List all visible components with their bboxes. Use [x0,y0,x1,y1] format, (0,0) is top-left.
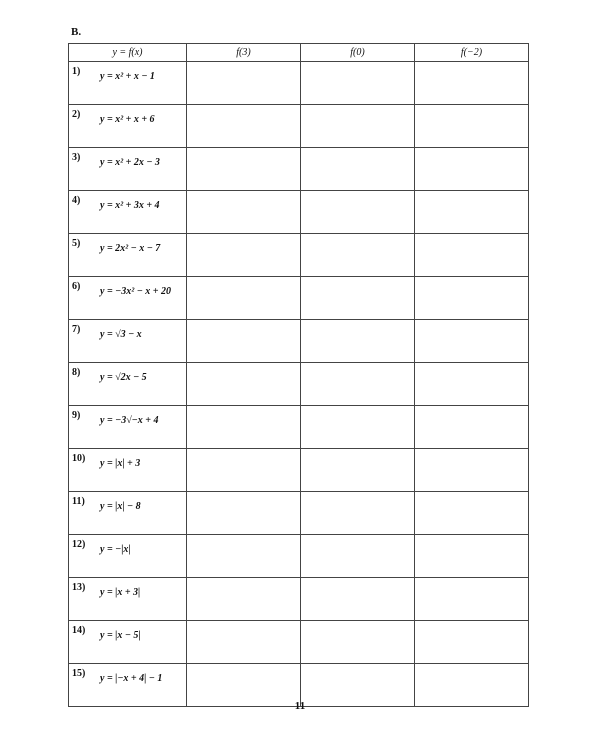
answer-cell-f-of-0[interactable] [301,449,415,492]
function-cell [69,105,187,148]
table-row [69,621,529,664]
header-row [69,44,529,62]
table-row [69,105,529,148]
problem-number: 5) [72,238,81,249]
answer-cell-f-of-3[interactable] [187,148,301,191]
table-row [69,535,529,578]
function-cell [69,191,187,234]
problem-number: 6) [72,281,81,292]
table-row [69,449,529,492]
problem-number: 4) [72,195,81,206]
answer-cell-f-of-neg-2[interactable] [415,406,529,449]
table-row [69,492,529,535]
answer-cell-f-of-0[interactable] [301,234,415,277]
answer-cell-f-of-0[interactable] [301,320,415,363]
answer-cell-f-of-neg-2[interactable] [415,191,529,234]
answer-cell-f-of-3[interactable] [187,191,301,234]
function-expression: y = x² + x + 6 [100,114,155,125]
problem-number: 2) [72,109,81,120]
function-cell [69,320,187,363]
answer-cell-f-of-3[interactable] [187,363,301,406]
answer-cell-f-of-0[interactable] [301,406,415,449]
problem-number: 12) [72,539,86,550]
problem-number: 9) [72,410,81,421]
function-expression: y = −3√−x + 4 [100,415,159,426]
answer-cell-f-of-0[interactable] [301,191,415,234]
function-cell [69,234,187,277]
answer-cell-f-of-3[interactable] [187,62,301,105]
answer-cell-f-of-neg-2[interactable] [415,105,529,148]
header-f-of-3: f(3) [187,44,301,62]
answer-cell-f-of-0[interactable] [301,62,415,105]
function-evaluation-table [68,43,529,707]
function-cell [69,449,187,492]
function-expression: y = √2x − 5 [100,372,147,383]
answer-cell-f-of-0[interactable] [301,492,415,535]
problem-number: 15) [72,668,86,679]
answer-cell-f-of-0[interactable] [301,621,415,664]
function-expression: y = |x| + 3 [100,458,141,469]
answer-cell-f-of-3[interactable] [187,277,301,320]
answer-cell-f-of-0[interactable] [301,148,415,191]
table-row [69,578,529,621]
answer-cell-f-of-0[interactable] [301,535,415,578]
answer-cell-f-of-neg-2[interactable] [415,277,529,320]
answer-cell-f-of-neg-2[interactable] [415,449,529,492]
problem-number: 14) [72,625,86,636]
answer-cell-f-of-neg-2[interactable] [415,148,529,191]
answer-cell-f-of-3[interactable] [187,105,301,148]
answer-cell-f-of-neg-2[interactable] [415,234,529,277]
answer-cell-f-of-3[interactable] [187,492,301,535]
answer-cell-f-of-neg-2[interactable] [415,320,529,363]
function-expression: y = |x − 5| [100,630,141,641]
table-row [69,363,529,406]
function-expression: y = −3x² − x + 20 [100,286,171,297]
table-row [69,277,529,320]
answer-cell-f-of-3[interactable] [187,621,301,664]
function-expression: y = |x| − 8 [100,501,141,512]
table-row [69,191,529,234]
problem-number: 7) [72,324,81,335]
problem-number: 1) [72,66,81,77]
answer-cell-f-of-neg-2[interactable] [415,578,529,621]
table-row [69,148,529,191]
table-row [69,62,529,105]
function-cell [69,578,187,621]
header-function: y = f(x) [69,44,187,62]
answer-cell-f-of-3[interactable] [187,578,301,621]
function-cell [69,62,187,105]
answer-cell-f-of-0[interactable] [301,105,415,148]
function-cell [69,492,187,535]
page-number: 11 [294,700,306,712]
header-f-of-neg-2: f(−2) [415,44,529,62]
header-f-of-0: f(0) [301,44,415,62]
problem-number: 3) [72,152,81,163]
answer-cell-f-of-neg-2[interactable] [415,363,529,406]
function-cell [69,277,187,320]
answer-cell-f-of-0[interactable] [301,578,415,621]
table-row [69,234,529,277]
problem-number: 10) [72,453,86,464]
table-row [69,406,529,449]
answer-cell-f-of-0[interactable] [301,277,415,320]
function-expression: y = x² + 3x + 4 [100,200,160,211]
answer-cell-f-of-neg-2[interactable] [415,535,529,578]
function-cell [69,363,187,406]
function-expression: y = |−x + 4| − 1 [100,673,163,684]
function-cell [69,535,187,578]
answer-cell-f-of-3[interactable] [187,234,301,277]
function-expression: y = −|x| [100,544,131,555]
function-expression: y = 2x² − x − 7 [100,243,161,254]
function-cell [69,621,187,664]
function-cell [69,148,187,191]
answer-cell-f-of-neg-2[interactable] [415,62,529,105]
answer-cell-f-of-0[interactable] [301,363,415,406]
function-expression: y = √3 − x [100,329,142,340]
answer-cell-f-of-neg-2[interactable] [415,492,529,535]
problem-number: 11) [72,496,85,507]
answer-cell-f-of-3[interactable] [187,320,301,363]
function-expression: y = |x + 3| [100,587,141,598]
function-expression: y = x² + x − 1 [100,71,155,82]
answer-cell-f-of-neg-2[interactable] [415,621,529,664]
section-label: B. [71,26,82,38]
function-expression: y = x² + 2x − 3 [100,157,160,168]
table-row [69,320,529,363]
problem-number: 8) [72,367,81,378]
answer-cell-f-of-3[interactable] [187,449,301,492]
problem-number: 13) [72,582,86,593]
function-cell [69,406,187,449]
answer-cell-f-of-3[interactable] [187,535,301,578]
answer-cell-f-of-3[interactable] [187,406,301,449]
